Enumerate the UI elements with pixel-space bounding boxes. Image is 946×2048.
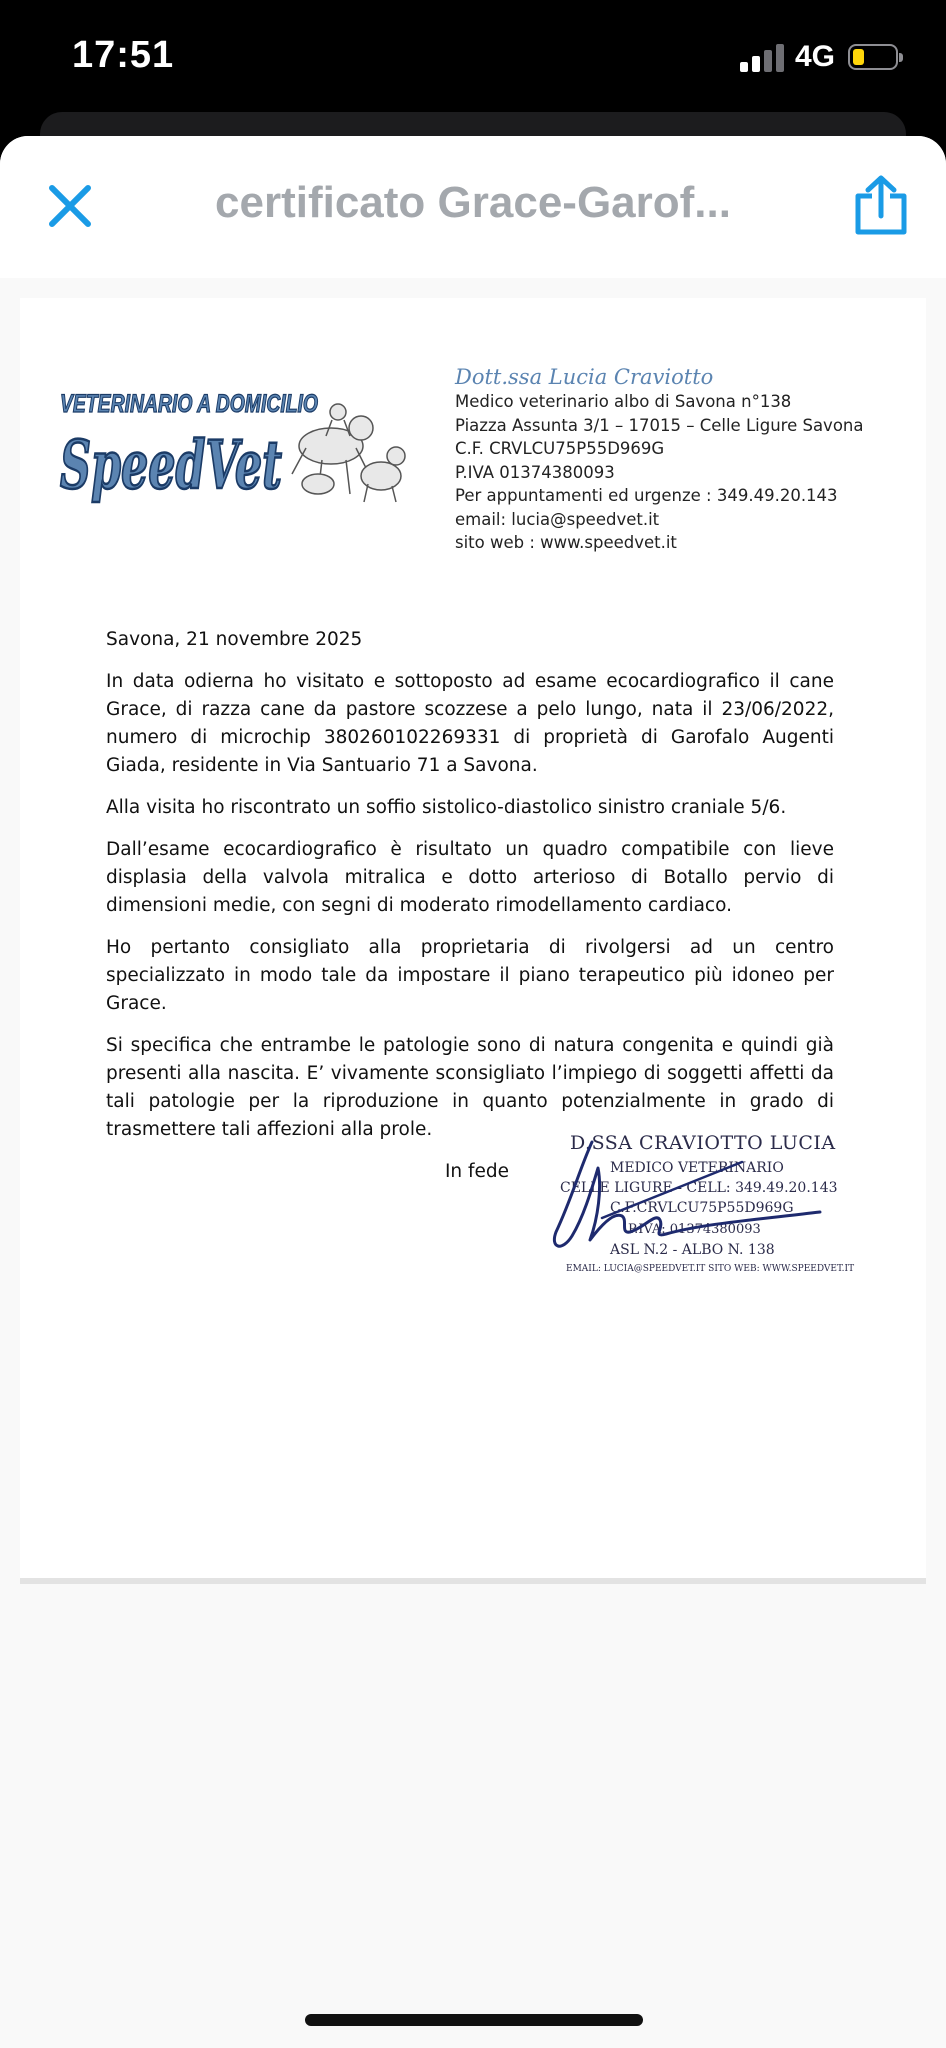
network-type: 4G (795, 40, 836, 73)
status-time: 17:51 (72, 34, 175, 76)
share-icon[interactable] (852, 174, 910, 236)
document-page (20, 298, 926, 1584)
letterhead-line: Per appuntamenti ed urgenze : 349.49.20.143 (455, 486, 838, 505)
letter-paragraph: In data odierna ho visitato e sottoposto ad esame ecocardiografico il cane Grace, di razza cane da pastore scozzese a pelo lungo, nata il 23/06/2022, numero di microchip 380260102269331 di proprietà di Garofalo Augenti Giada, residente in Via Santuario 71 a Savona. (106, 671, 834, 776)
stamp-line: MEDICO VETERINARIO (610, 1160, 784, 1176)
letterhead-line: sito web : www.speedvet.it (455, 533, 677, 552)
letter-paragraph: Ho pertanto consigliato alla proprietaria di rivolgersi ad un centro specializzato in modo tale da impostare il piano terapeutico più idoneo per Grace. (106, 937, 834, 1014)
stamp-line: EMAIL: LUCIA@SPEEDVET.IT SITO WEB: WWW.SPEEDVET.IT (566, 1264, 855, 1274)
status-bar (0, 0, 946, 125)
stamp-line: C.F.CRVLCU75P55D969G (610, 1200, 794, 1216)
stamp-line: CELLE LIGURE - CELL: 349.49.20.143 (560, 1180, 838, 1196)
logo-brand: SpeedVet (60, 426, 282, 504)
signal-icon (740, 44, 784, 72)
close-icon[interactable] (46, 182, 94, 230)
doctor-name: Dott.ssa Lucia Craviotto (455, 365, 714, 389)
letterhead-line: Medico veterinario albo di Savona n°138 (455, 392, 792, 411)
letterhead-line: P.IVA 01374380093 (455, 462, 615, 482)
letter-closing: In fede (444, 1161, 510, 1182)
letter-paragraph: Dall’esame ecocardiografico è risultato un quadro compatibile con lieve displasia della valvola mitralica e dotto arterioso di Botallo pervio di dimensioni medie, con segni di moderato rimodellamento cardiaco. (106, 839, 834, 916)
letter-body (106, 626, 834, 1186)
letterhead-contact (455, 364, 863, 555)
nav-bar (0, 136, 946, 278)
stamp-line: ASL N.2 - ALBO N. 138 (610, 1242, 775, 1258)
animals-icon (292, 404, 405, 502)
document-title: certificato Grace-Garof... (215, 178, 731, 227)
letter-date: Savona, 21 novembre 2025 (106, 629, 363, 650)
veterinarian-stamp (532, 1128, 855, 1288)
speedvet-logo (56, 376, 412, 506)
stamp-line: D.SSA CRAVIOTTO LUCIA (570, 1132, 836, 1154)
letter-paragraph: Alla visita ho riscontrato un soffio sistolico-diastolico sinistro craniale 5/6. (106, 797, 787, 818)
logo-tagline: VETERINARIO A DOMICILIO (60, 390, 319, 418)
battery-icon (848, 44, 898, 70)
document-preview-sheet (0, 136, 946, 2048)
letterhead-line: email: lucia@speedvet.it (455, 509, 660, 529)
home-indicator[interactable] (305, 2014, 643, 2026)
handwritten-signature (532, 1128, 832, 1288)
letter-paragraph: Si specifica che entrambe le patologie sono di natura congenita e quindi già presenti alla nascita. E’ vivamente sconsigliato l’impiego di soggetti affetti da tali patologie per la riproduzione in quanto potenzialmente in grado di trasmettere tali affezioni alla prole. (106, 1035, 834, 1140)
letterhead-line: Piazza Assunta 3/1 – 17015 – Celle Ligure Savona (455, 415, 864, 435)
stamp-line: P.IVA: 01374380093 (628, 1222, 761, 1237)
letterhead-line: C.F. CRVLCU75P55D969G (455, 439, 665, 458)
